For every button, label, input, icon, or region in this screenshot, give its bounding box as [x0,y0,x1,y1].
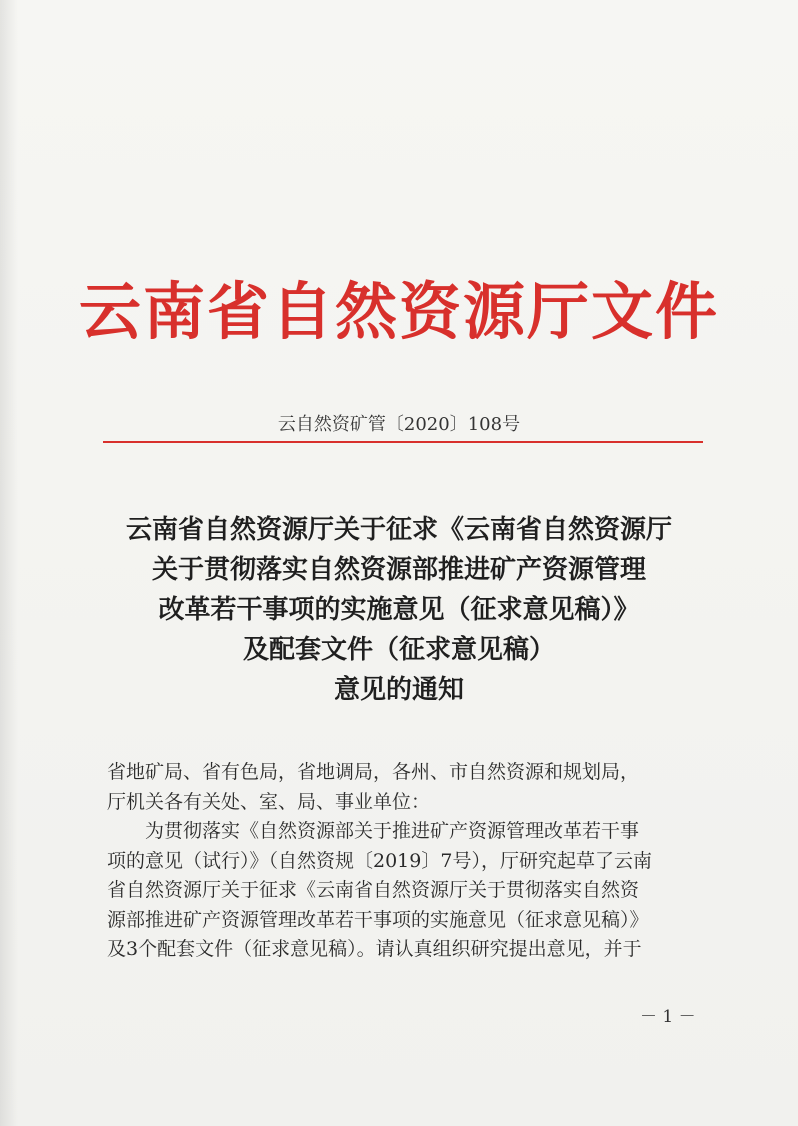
scan-edge-shadow [0,0,18,1126]
page-number: － 1 － [640,1007,696,1027]
document-header-title: 云南省自然资源厅文件 [78,275,719,348]
notice-body [107,758,697,965]
body-line: 源部推进矿产资源管理改革若干事项的实施意见（征求意见稿）》 [107,908,649,931]
title-line: 改革若干事项的实施意见（征求意见稿）》 [158,595,640,625]
body-line: 及3个配套文件（征求意见稿）。请认真组织研究提出意见，并于 [107,938,642,960]
body-line: 项的意见（试行）》（自然资规〔2019〕7号），厅研究起草了云南 [107,849,652,872]
recipient-line: 省地矿局、省有色局，省地调局，各州、市自然资源和规划局， [107,761,640,783]
title-line: 云南省自然资源厅关于征求《云南省自然资源厅 [125,515,672,545]
recipient-line: 厅机关各有关处、室、局、事业单位： [107,790,431,813]
body-line: 为贯彻落实《自然资源部关于推进矿产资源管理改革若干事 [145,820,640,842]
title-line: 意见的通知 [333,675,464,705]
title-line: 关于贯彻落实自然资源部推进矿产资源管理 [151,555,646,585]
title-line: 及配套文件（征求意见稿） [242,635,555,665]
document-number: 云自然资矿管〔2020〕108号 [277,414,521,435]
notice-title [60,510,738,710]
red-divider-line [103,441,703,443]
body-line: 省自然资源厅关于征求《云南省自然资源厅关于贯彻落实自然资 [107,879,640,901]
